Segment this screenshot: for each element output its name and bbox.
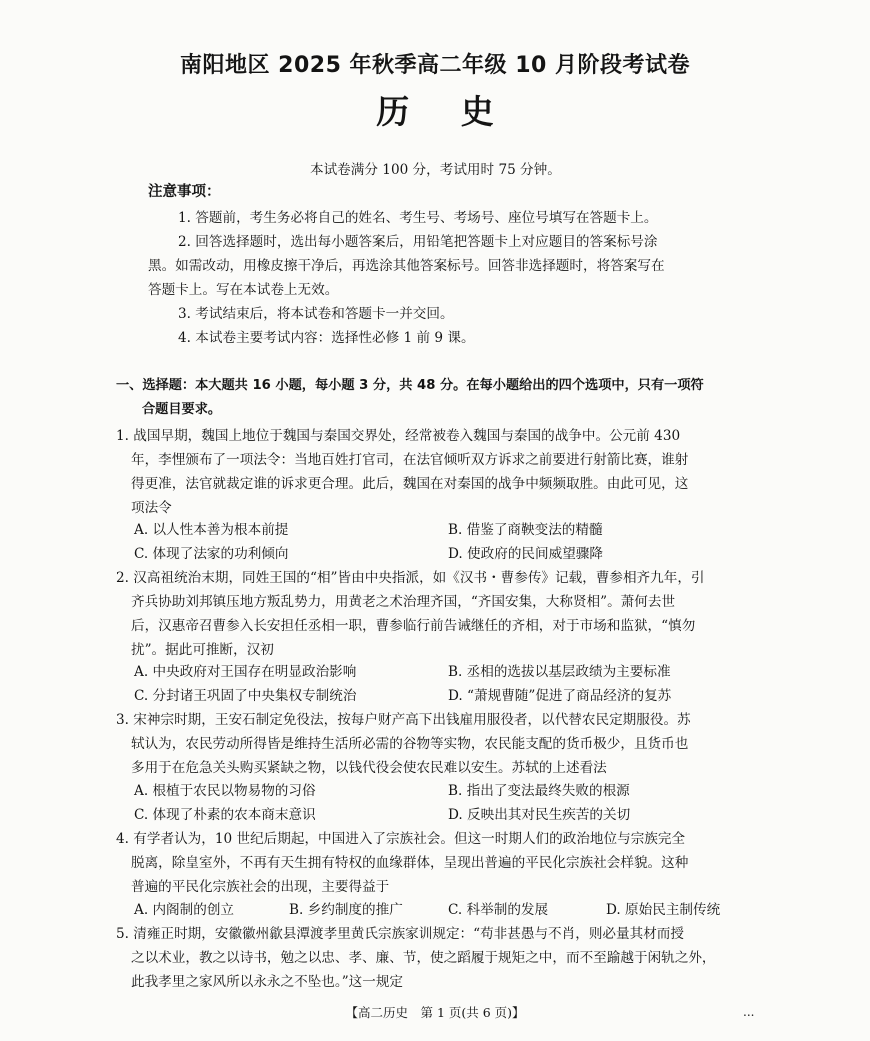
- exam-info: 本试卷满分 100 分，考试用时 75 分钟。: [310, 162, 561, 178]
- question-stem-line: 5. 清雍正时期，安徽徽州歙县潭渡孝里黄氏宗族家训规定：“苟非甚愚与不肖，则必量其材而授: [116, 926, 684, 942]
- option-b: B. 借鉴了商鞅变法的精髓: [448, 522, 603, 538]
- option-a: A. 中央政府对王国存在明显政治影响: [134, 664, 357, 680]
- notice-title: 注意事项：: [148, 184, 221, 200]
- question-stem-line: 2. 汉高祖统治末期，同姓王国的“相”皆由中央指派，如《汉书・曹参传》记载，曹参相齐九年，引: [116, 570, 705, 586]
- question-stem-line: 3. 宋神宗时期，王安石制定免役法，按每户财产高下出钱雇用服役者，以代替农民定期服役。苏: [116, 712, 691, 728]
- question-stem-line: 脱离，除皇室外，不再有天生拥有特权的血缘群体，呈现出普遍的平民化宗族社会样貌。这种: [131, 855, 689, 871]
- question-stem-line: 多用于在危急关头购买紧缺之物，以钱代役会使农民难以安生。苏轼的上述看法: [131, 760, 607, 776]
- notice-line: 黑。如需改动，用橡皮擦干净后，再选涂其他答案标号。回答非选择题时，将答案写在: [148, 258, 665, 274]
- notice-line: 2. 回答选择题时，选出每小题答案后，用铅笔把答题卡上对应题目的答案标号涂: [178, 234, 658, 250]
- exam-title: 南阳地区 2025 年秋季高二年级 10 月阶段考试卷: [180, 53, 690, 78]
- option-b: B. 乡约制度的推广: [289, 902, 403, 918]
- option-c: C. 科举制的发展: [448, 902, 549, 918]
- question-stem-line: 扰”。据此可推断，汉初: [131, 642, 274, 658]
- footer-mark: ...: [743, 1005, 755, 1019]
- question-stem-line: 普遍的平民化宗族社会的出现，主要得益于: [131, 879, 390, 895]
- section-heading-cont: 合题目要求。: [142, 402, 222, 417]
- question-stem-line: 4. 有学者认为，10 世纪后期起，中国进入了宗族社会。但这一时期人们的政治地位与宗族完全: [116, 831, 686, 847]
- option-a: A. 内阁制的创立: [134, 902, 235, 918]
- notice-line: 3. 考试结束后，将本试卷和答题卡一并交回。: [178, 306, 454, 322]
- question-stem-line: 轼认为，农民劳动所得皆是维持生活所必需的谷物等实物，农民能支配的货币极少，且货币也: [131, 736, 689, 752]
- question-stem-line: 之以术业，教之以诗书，勉之以忠、孝、廉、节，使之蹈履于规矩之中，而不至踰越于闲轨之外，: [131, 950, 716, 966]
- notice-line: 答题卡上。写在本试卷上无效。: [148, 282, 339, 298]
- option-a: A. 根植于农民以物易物的习俗: [134, 783, 316, 799]
- option-c: C. 体现了法家的功利倾向: [134, 546, 289, 562]
- question-stem-line: 后，汉惠帝召曹参入长安担任丞相一职，曹参临行前告诫继任的齐相，对于市场和监狱，“慎勿: [131, 618, 696, 634]
- option-a: A. 以人性本善为根本前提: [134, 522, 289, 538]
- option-b: B. 丞相的选拔以基层政绩为主要标准: [448, 664, 671, 680]
- section-heading: 一、选择题：本大题共 16 小题，每小题 3 分，共 48 分。在每小题给出的四个选项中，只有一项符: [116, 378, 704, 393]
- option-d: D. 原始民主制传统: [606, 902, 721, 918]
- option-c: C. 体现了朴素的农本商末意识: [134, 807, 316, 823]
- option-d: D. 反映出其对民生疾苦的关切: [448, 807, 631, 823]
- question-stem-line: 1. 战国早期，魏国上地位于魏国与秦国交界处，经常被卷入魏国与秦国的战争中。公元前 430: [116, 428, 681, 444]
- option-b: B. 指出了变法最终失败的根源: [448, 783, 630, 799]
- option-d: D. “萧规曹随”促进了商品经济的复苏: [448, 688, 672, 704]
- question-stem-line: 得更准，法官就裁定谁的诉求更合理。此后，魏国在对秦国的战争中频频取胜。由此可见，这: [131, 476, 689, 492]
- notice-line: 4. 本试卷主要考试内容：选择性必修 1 前 9 课。: [178, 330, 475, 346]
- question-stem-line: 年，李悝颁布了一项法令：当地百姓打官司，在法官倾听双方诉求之前要进行射箭比赛，谁射: [131, 452, 689, 468]
- option-c: C. 分封诸王巩固了中央集权专制统治: [134, 688, 357, 704]
- subject-title: 历 史: [376, 92, 494, 131]
- question-stem-line: 齐兵协助刘邦镇压地方叛乱势力，用黄老之术治理齐国，“齐国安集，大称贤相”。萧何去世: [131, 594, 676, 610]
- page-footer: 【高二历史 第 1 页(共 6 页)】: [345, 1005, 525, 1020]
- notice-line: 1. 答题前，考生务必将自己的姓名、考生号、考场号、座位号填写在答题卡上。: [178, 210, 658, 226]
- question-stem-line: 此我孝里之家风所以永永之不坠也。”这一规定: [131, 974, 404, 990]
- question-stem-line: 项法令: [131, 500, 172, 516]
- option-d: D. 使政府的民间威望骤降: [448, 546, 603, 562]
